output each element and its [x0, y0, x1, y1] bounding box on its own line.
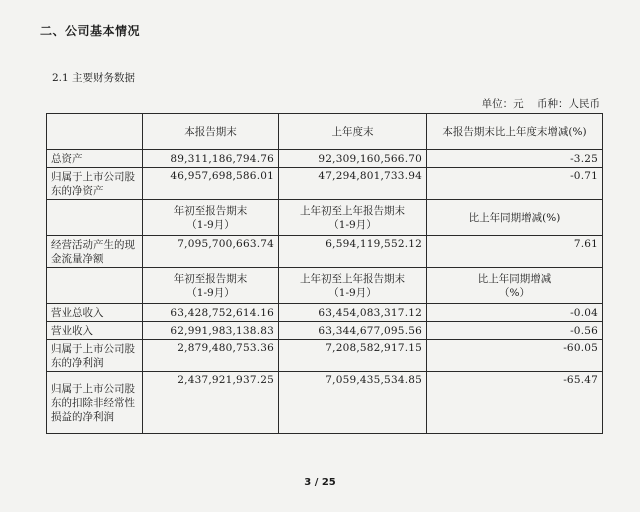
- value-current: 63,428,752,614.16: [143, 304, 279, 322]
- header-empty-cell: [47, 268, 143, 304]
- table-row: [47, 372, 603, 434]
- value-change: -60.05: [427, 340, 603, 372]
- value-current: 2,879,480,753.36: [143, 340, 279, 372]
- financial-data-table: [46, 113, 603, 434]
- header-yoy-change-line1: 比上年同期增减: [477, 272, 552, 285]
- value-prior: 7,059,435,534.85: [279, 372, 427, 434]
- section-title: 二、公司基本情况: [40, 24, 141, 38]
- header-change-pct: 本报告期末比上年度末增减(%): [427, 114, 603, 150]
- value-current: 62,991,983,138.83: [143, 322, 279, 340]
- value-prior: 7,208,582,917.15: [279, 340, 427, 372]
- row-label: 总资产: [47, 150, 143, 168]
- page-number: 3 / 25: [304, 477, 336, 488]
- value-prior: 63,344,677,095.56: [279, 322, 427, 340]
- value-change: -0.56: [427, 322, 603, 340]
- row-label: 归属于上市公司股东的扣除非经常性损益的净利润: [47, 372, 143, 434]
- row-label: 归属于上市公司股东的净资产: [47, 168, 143, 200]
- value-change: -0.71: [427, 168, 603, 200]
- value-current: 7,095,700,663.74: [143, 236, 279, 268]
- value-change: -0.04: [427, 304, 603, 322]
- header-ytd-line1: 年初至报告期末: [173, 204, 248, 217]
- header-row-3: [47, 268, 603, 304]
- value-change: -65.47: [427, 372, 603, 434]
- value-prior: 92,309,160,566.70: [279, 150, 427, 168]
- header-row-1: [47, 114, 603, 150]
- subsection-title: 2.1 主要财务数据: [52, 72, 136, 84]
- header-ytd: [143, 200, 279, 236]
- header-prior-ytd-line2: （1-9月）: [328, 286, 377, 299]
- row-label: 经营活动产生的现金流量净额: [47, 236, 143, 268]
- table-row: [47, 322, 603, 340]
- value-prior: 63,454,083,317.12: [279, 304, 427, 322]
- header-row-2: [47, 200, 603, 236]
- value-current: 46,957,698,586.01: [143, 168, 279, 200]
- unit-line: [472, 96, 600, 111]
- currency-label: 币种：人民币: [537, 98, 600, 110]
- header-empty-cell: [47, 200, 143, 236]
- table-row: [47, 168, 603, 200]
- value-change: -3.25: [427, 150, 603, 168]
- header-prior-ytd-line1: 上年初至上年报告期末: [300, 272, 405, 285]
- header-yoy-change-line2: （%）: [499, 286, 530, 299]
- row-label: 归属于上市公司股东的净利润: [47, 340, 143, 372]
- unit-label: 单位：元: [481, 98, 524, 110]
- table-row: [47, 236, 603, 268]
- header-ytd: [143, 268, 279, 304]
- row-label: 营业收入: [47, 322, 143, 340]
- table-row: [47, 340, 603, 372]
- value-current: 2,437,921,937.25: [143, 372, 279, 434]
- header-prior-ytd-line1: 上年初至上年报告期末: [300, 204, 405, 217]
- header-prior-ytd: [279, 268, 427, 304]
- header-empty-cell: [47, 114, 143, 150]
- header-prior-ytd-line2: （1-9月）: [328, 218, 377, 231]
- header-ytd-line1: 年初至报告期末: [173, 272, 248, 285]
- table-row: [47, 150, 603, 168]
- header-prior-ytd: [279, 200, 427, 236]
- header-period-end: 本报告期末: [143, 114, 279, 150]
- value-prior: 47,294,801,733.94: [279, 168, 427, 200]
- header-ytd-line2: （1-9月）: [186, 286, 235, 299]
- value-prior: 6,594,119,552.12: [279, 236, 427, 268]
- header-yoy-change: 比上年同期增减(%): [427, 200, 603, 236]
- value-current: 89,311,186,794.76: [143, 150, 279, 168]
- value-change: 7.61: [427, 236, 603, 268]
- table-row: [47, 304, 603, 322]
- header-yoy-change: [427, 268, 603, 304]
- header-prior-year-end: 上年度末: [279, 114, 427, 150]
- row-label: 营业总收入: [47, 304, 143, 322]
- header-ytd-line2: （1-9月）: [186, 218, 235, 231]
